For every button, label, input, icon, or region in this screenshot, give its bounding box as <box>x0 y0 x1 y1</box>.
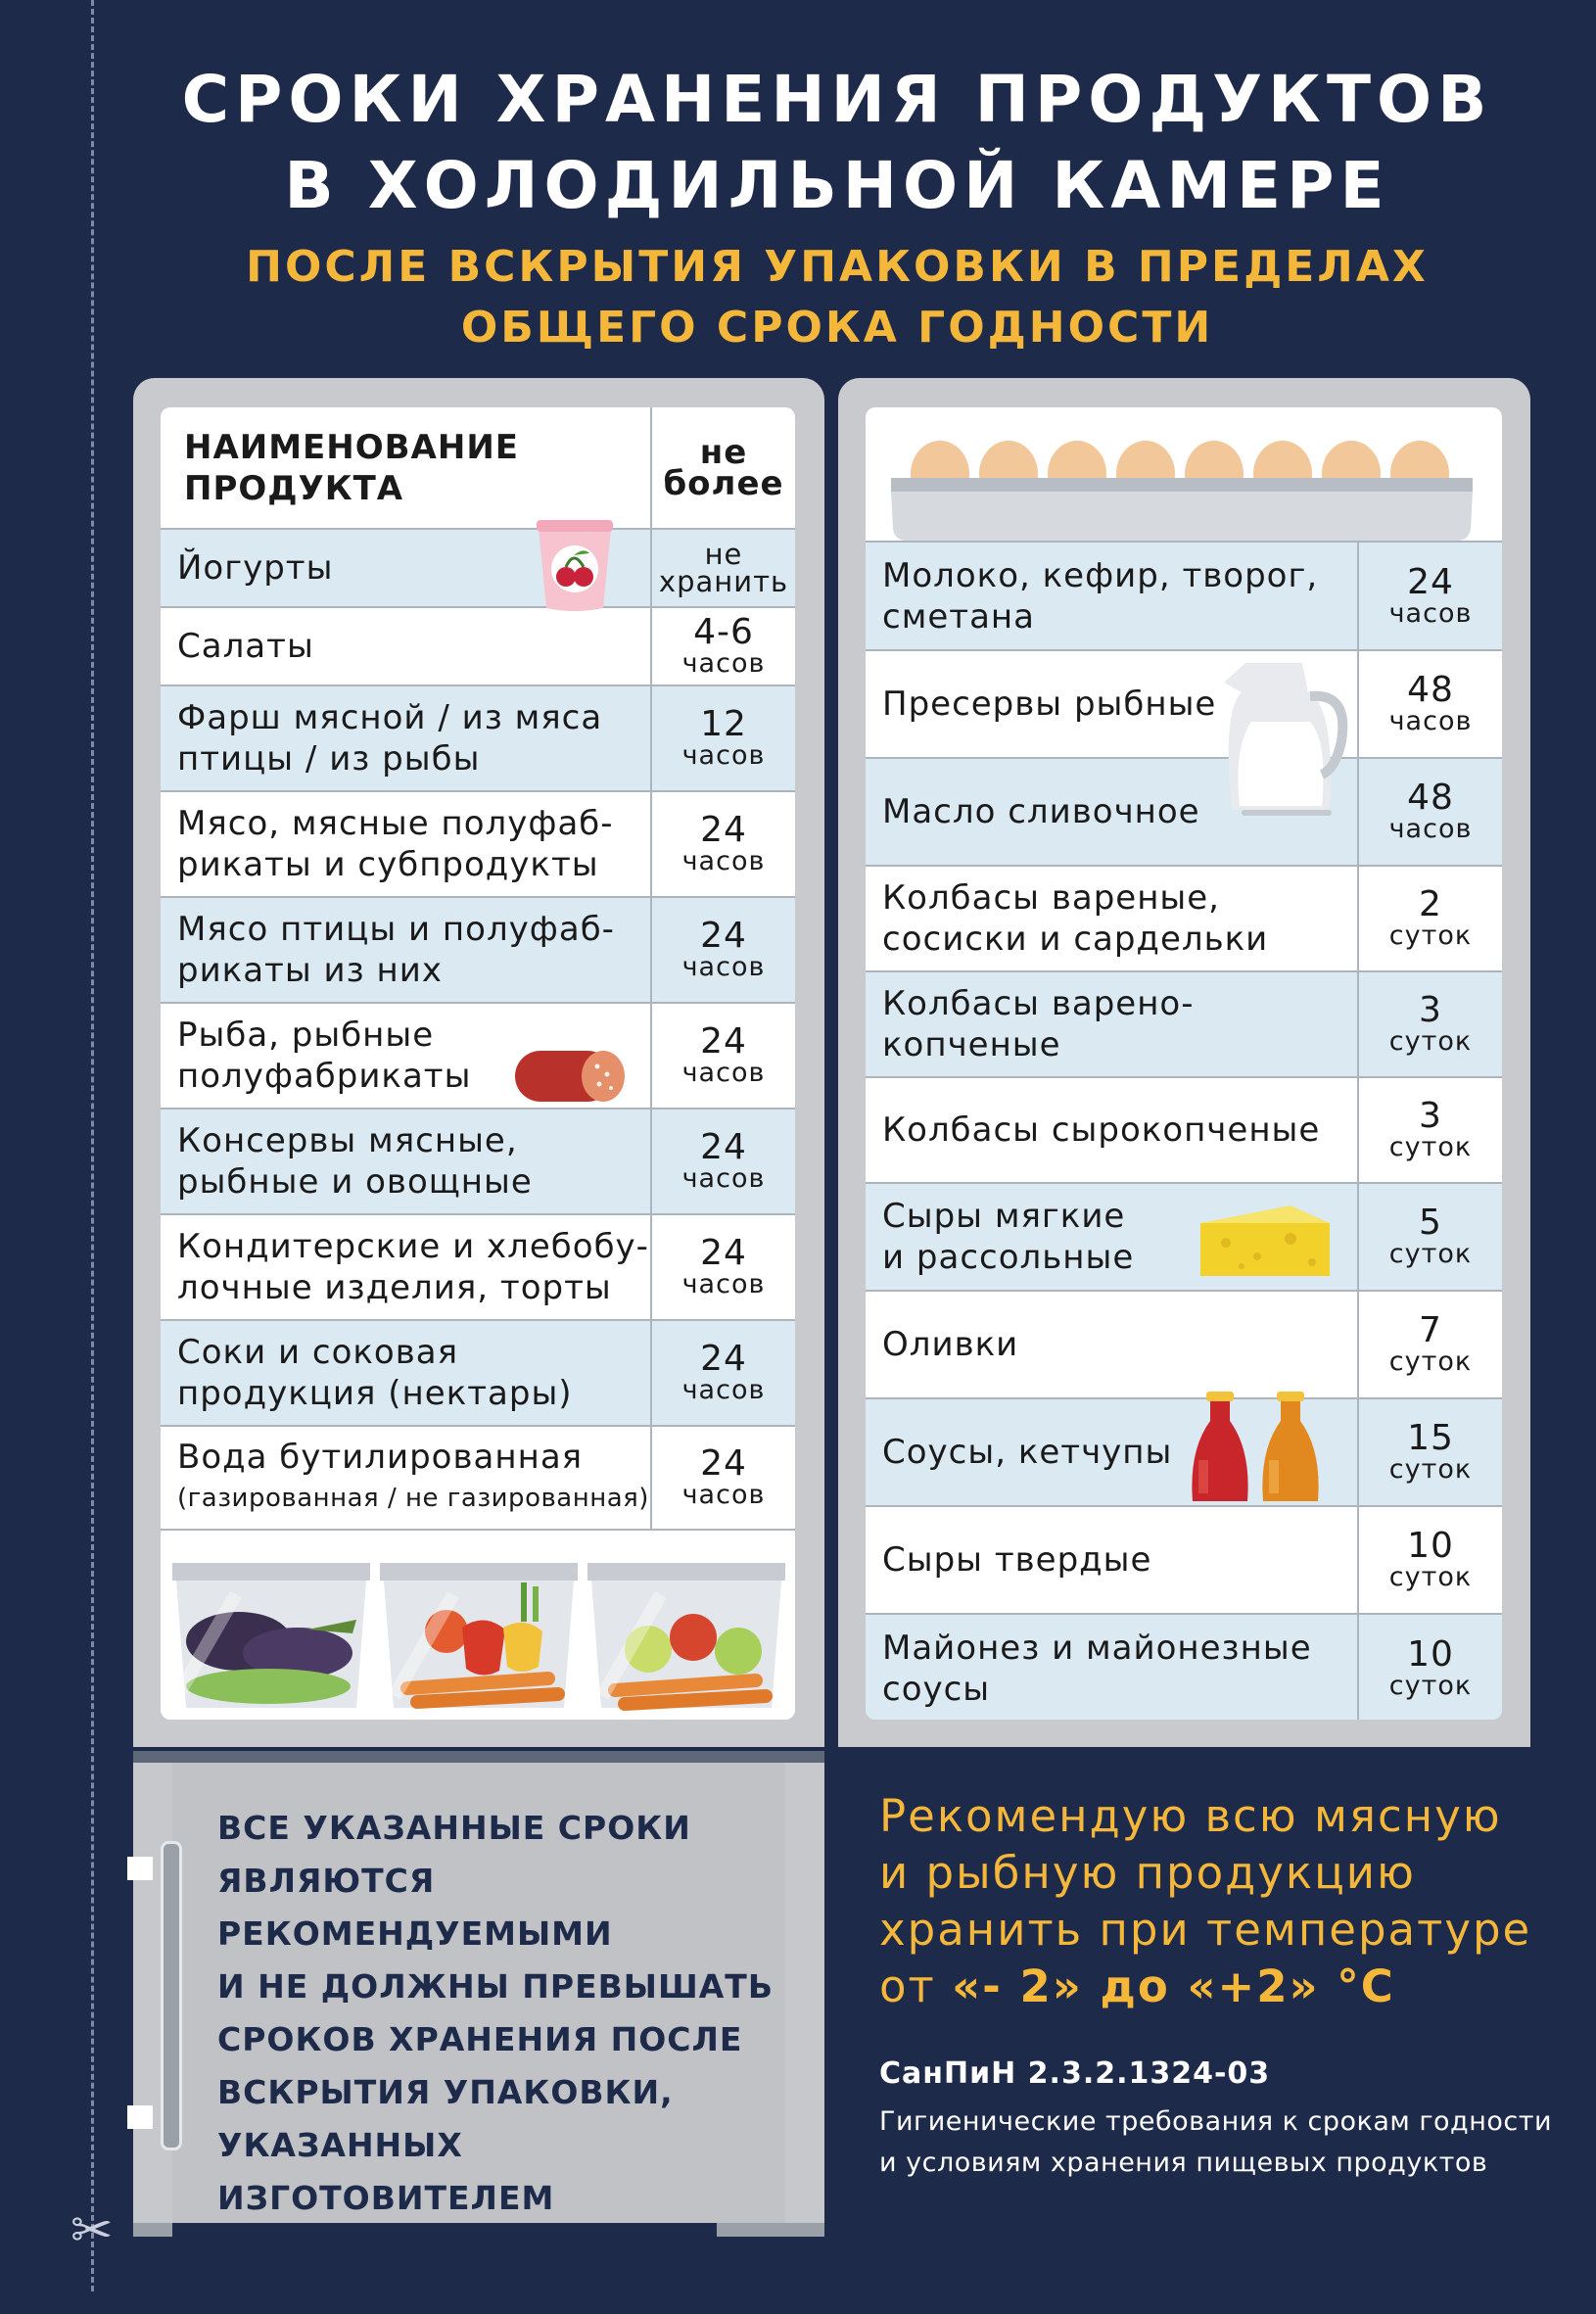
freezer-note-line: УКАЗАННЫХ ИЗГОТОВИТЕЛЕМ <box>217 2126 555 2217</box>
table-row <box>866 1398 1502 1506</box>
right-storage-table <box>866 543 1502 1720</box>
sanpin-description-line-2: и условиям хранения пищевых продуктов <box>879 2148 1488 2178</box>
product-duration <box>651 1426 795 1530</box>
table-row <box>866 1506 1502 1614</box>
product-duration <box>1358 650 1502 758</box>
product-name-line-2: (газированная / не газированная) <box>177 1484 649 1513</box>
product-name-line-1: Колбасы вареные, <box>882 878 1220 918</box>
duration-number: 3 <box>1419 990 1442 1030</box>
fridge-foot-left <box>133 2223 172 2237</box>
left-storage-table <box>161 407 795 1531</box>
duration-number: 10 <box>1407 1526 1454 1566</box>
sanpin-code: СанПиН 2.3.2.1324-03 <box>879 2056 1271 2091</box>
duration-number: 5 <box>1419 1203 1442 1243</box>
header-name-line-2: ПРОДУКТА <box>184 468 404 508</box>
duration-unit: часов <box>1388 706 1473 736</box>
product-name-line-2: птицы / из рыбы <box>177 739 481 779</box>
table-row <box>161 1426 795 1530</box>
freezer-note-line: СРОКОВ ХРАНЕНИЯ ПОСЛЕ <box>217 2020 743 2058</box>
page-title <box>127 57 1547 229</box>
temperature-range: «- 2» до «+2» °С <box>952 1960 1395 2012</box>
product-name <box>866 1506 1358 1614</box>
table-row <box>161 791 795 897</box>
product-name <box>161 685 651 791</box>
title-line-2: В ХОЛОДИЛЬНОЙ КАМЕРЕ <box>284 148 1390 223</box>
duration-unit: часов <box>681 1163 766 1194</box>
egg-tray-icon <box>891 427 1473 544</box>
duration-unit: суток <box>1388 1562 1473 1592</box>
duration-number: 15 <box>1407 1418 1454 1458</box>
duration-unit: хранить <box>658 565 789 598</box>
freezer-note <box>217 1802 785 2278</box>
product-name-line-2: рикаты из них <box>177 951 443 990</box>
product-name <box>161 607 651 685</box>
duration-number: 24 <box>700 1233 747 1273</box>
egg-shelf <box>866 407 1502 543</box>
product-name-line-1: Йогурты <box>177 548 334 588</box>
product-name-line-1: Молоко, кефир, творог, <box>882 555 1319 595</box>
temperature-recommendation <box>879 1788 1545 2015</box>
table-row <box>866 1291 1502 1398</box>
table-row <box>866 971 1502 1077</box>
duration-unit: часов <box>681 1375 766 1405</box>
product-name <box>866 1291 1358 1398</box>
product-name-line-1: Сыры мягкие <box>882 1197 1126 1236</box>
duration-unit: суток <box>1388 1670 1473 1701</box>
freezer-note-line: ЯВЛЯЮТСЯ РЕКОМЕНДУЕМЫМИ <box>217 1862 613 1953</box>
product-name <box>866 1614 1358 1720</box>
freezer-handle <box>161 1841 182 2150</box>
product-name-line-2: полуфабрикаты <box>177 1057 472 1096</box>
product-duration <box>1358 1077 1502 1183</box>
freezer-note-line: ВСЕ УКАЗАННЫЕ СРОКИ <box>217 1809 691 1847</box>
duration-number: 48 <box>1407 670 1454 710</box>
product-name <box>866 543 1358 650</box>
product-duration <box>651 897 795 1003</box>
product-name-line-1: Консервы мясные, <box>177 1121 518 1160</box>
duration-unit: суток <box>1388 1026 1473 1057</box>
table-row <box>161 685 795 791</box>
duration-number: 48 <box>1407 778 1454 818</box>
duration-number: 2 <box>1419 884 1442 924</box>
duration-unit: часов <box>1388 597 1473 629</box>
product-name-line-2: и рассольные <box>882 1238 1135 1277</box>
fridge-foot-right <box>717 2223 824 2237</box>
freezer-note-line: ВСКРЫТИЯ УПАКОВКИ, <box>217 2073 674 2111</box>
sausage-icon <box>513 1047 629 1106</box>
table-row <box>161 1003 795 1109</box>
duration-number: 4-6 <box>693 612 754 652</box>
product-name-line-2: рыбные и овощные <box>177 1162 533 1202</box>
product-name-line-1: Оливки <box>882 1325 1019 1364</box>
table-row <box>866 1183 1502 1291</box>
table-row <box>161 607 795 685</box>
duration-unit: часов <box>681 1058 766 1088</box>
title-line-1: СРОКИ ХРАНЕНИЯ ПРОДУКТОВ <box>181 62 1493 137</box>
product-name-line-2: рикаты и субпродукты <box>177 845 599 884</box>
product-name <box>866 1398 1358 1506</box>
product-name-line-2: соусы <box>882 1669 991 1709</box>
product-name-line-2: сосиски и сардельки <box>882 920 1269 959</box>
product-name <box>866 971 1358 1077</box>
duration-number: 24 <box>700 1021 747 1062</box>
product-name-line-2: продукция (нектары) <box>177 1374 573 1413</box>
product-name <box>866 866 1358 971</box>
duration-number: 24 <box>700 1127 747 1167</box>
sanpin-description-line-1: Гигиенические требования к срокам годности <box>879 2106 1553 2137</box>
recommendation-line-1: Рекомендую всю мясную <box>879 1790 1502 1842</box>
table-row <box>866 866 1502 971</box>
freezer-door <box>133 1763 824 2270</box>
duration-number: 24 <box>700 1443 747 1484</box>
product-duration <box>651 607 795 685</box>
scissors-icon: ✂ <box>70 2201 114 2260</box>
product-name-line-1: Мясо, мясные полуфаб- <box>177 804 614 843</box>
duration-unit: часов <box>681 846 766 876</box>
product-duration <box>651 529 795 607</box>
table-row <box>866 1077 1502 1183</box>
product-name-line-1: Соусы, кетчупы <box>882 1433 1173 1472</box>
product-name-line-1: Салаты <box>177 627 314 666</box>
product-duration <box>1358 1291 1502 1398</box>
duration-number: 24 <box>700 810 747 850</box>
table-row <box>866 543 1502 650</box>
duration-unit: суток <box>1388 1132 1473 1162</box>
table-row <box>866 758 1502 866</box>
duration-number: 12 <box>700 704 747 744</box>
table-row <box>161 1214 795 1320</box>
product-name <box>161 791 651 897</box>
duration-number: 3 <box>1419 1096 1442 1136</box>
cheese-icon <box>1197 1202 1334 1280</box>
duration-unit: часов <box>681 952 766 982</box>
product-duration <box>1358 758 1502 866</box>
product-name <box>161 1426 651 1530</box>
header-product-name <box>161 407 651 529</box>
product-duration <box>651 791 795 897</box>
product-duration <box>1358 971 1502 1077</box>
product-name-line-1: Пресервы рыбные <box>882 685 1217 724</box>
recommendation-prefix: от <box>879 1960 936 2012</box>
freezer-hinge-bottom <box>127 2105 153 2129</box>
table-row <box>866 650 1502 758</box>
product-duration <box>651 685 795 791</box>
product-name-line-2: сметана <box>882 596 1035 637</box>
product-duration <box>651 1003 795 1109</box>
product-duration <box>651 1109 795 1214</box>
product-name-line-1: Кондитерские и хлебобу- <box>177 1227 649 1266</box>
header-value-line-2: более <box>663 463 784 503</box>
duration-unit: суток <box>1388 1239 1473 1269</box>
recommendation-line-3: хранить при температуре <box>879 1904 1532 1956</box>
page-subtitle <box>127 237 1547 358</box>
product-name-line-1: Фарш мясной / из мяса <box>177 698 603 737</box>
product-name-line-1: Вода бутилированная <box>177 1438 584 1477</box>
duration-number: 24 <box>700 1339 747 1379</box>
duration-unit: суток <box>1388 1346 1473 1377</box>
product-name-line-1: Колбасы варено-копченые <box>882 984 1195 1064</box>
right-table-panel <box>866 407 1502 1720</box>
product-name-line-1: Масло сливочное <box>882 792 1200 831</box>
duration-unit: часов <box>681 1269 766 1299</box>
product-duration <box>651 1320 795 1426</box>
table-row <box>161 897 795 1003</box>
header-max-duration <box>651 407 795 529</box>
duration-number: 24 <box>700 916 747 956</box>
product-duration <box>1358 1398 1502 1506</box>
yogurt-cup-icon <box>533 518 617 612</box>
table-row <box>866 1614 1502 1720</box>
product-duration <box>1358 543 1502 650</box>
recommendation-line-4 <box>879 1959 1545 2015</box>
duration-number: 7 <box>1419 1310 1442 1350</box>
table-row <box>161 1109 795 1214</box>
freezer-divider <box>133 1751 824 1763</box>
milk-jug-icon <box>1212 653 1349 820</box>
product-name-line-1: Соки и соковая <box>177 1333 459 1372</box>
left-table-panel <box>161 407 795 1720</box>
product-name <box>161 529 651 607</box>
freezer-note-line: НА ЭТИКЕТКЕ. <box>217 2232 497 2270</box>
subtitle-line-2: ОБЩЕГО СРОКА ГОДНОСТИ <box>460 303 1214 353</box>
table-row <box>161 529 795 607</box>
product-name <box>161 897 651 1003</box>
duration-number: 24 <box>1407 561 1454 602</box>
product-name <box>866 1077 1358 1183</box>
recommendation-line-2: и рыбную продукцию <box>879 1847 1416 1899</box>
product-name-line-1: Майонез и майонезные <box>882 1628 1312 1668</box>
product-name-line-1: Колбасы сырокопченые <box>882 1110 1321 1150</box>
duration-unit: часов <box>681 1480 766 1510</box>
freezer-hinge-top <box>127 1857 153 1880</box>
product-duration <box>1358 1614 1502 1720</box>
product-duration <box>1358 866 1502 971</box>
header-value-line-1: не <box>699 432 748 472</box>
header-name-line-1: НАИМЕНОВАНИЕ <box>184 427 520 467</box>
product-name-line-1: Сыры твердые <box>882 1540 1152 1580</box>
subtitle-line-1: ПОСЛЕ ВСКРЫТИЯ УПАКОВКИ В ПРЕДЕЛАХ <box>246 242 1429 292</box>
duration-unit: суток <box>1388 921 1473 951</box>
page-header <box>127 57 1547 358</box>
product-name <box>866 650 1358 758</box>
product-name <box>161 1320 651 1426</box>
product-name <box>866 1183 1358 1291</box>
product-duration <box>651 1214 795 1320</box>
product-duration <box>1358 1506 1502 1614</box>
table-header-row <box>161 407 795 529</box>
duration-unit: часов <box>1388 814 1473 844</box>
sauce-bottles-icon <box>1183 1392 1334 1507</box>
cut-line <box>91 0 94 2291</box>
product-name-line-1: Мясо птицы и полуфаб- <box>177 910 615 949</box>
product-name <box>161 1003 651 1109</box>
duration-number: не <box>704 538 743 571</box>
duration-unit: часов <box>681 648 766 679</box>
table-row <box>161 1320 795 1426</box>
duration-number: 10 <box>1407 1633 1454 1675</box>
product-name <box>161 1109 651 1214</box>
sanpin-description <box>879 2101 1565 2184</box>
product-duration <box>1358 1183 1502 1291</box>
duration-unit: суток <box>1388 1454 1473 1485</box>
vegetable-bins-icon <box>161 1543 795 1720</box>
duration-unit: часов <box>681 740 766 771</box>
product-name-line-1: Рыба, рыбные <box>177 1015 435 1055</box>
product-name-line-2: лочные изделия, торты <box>177 1268 612 1307</box>
product-name <box>161 1214 651 1320</box>
freezer-note-line: И НЕ ДОЛЖНЫ ПРЕВЫШАТЬ <box>217 1967 774 2006</box>
